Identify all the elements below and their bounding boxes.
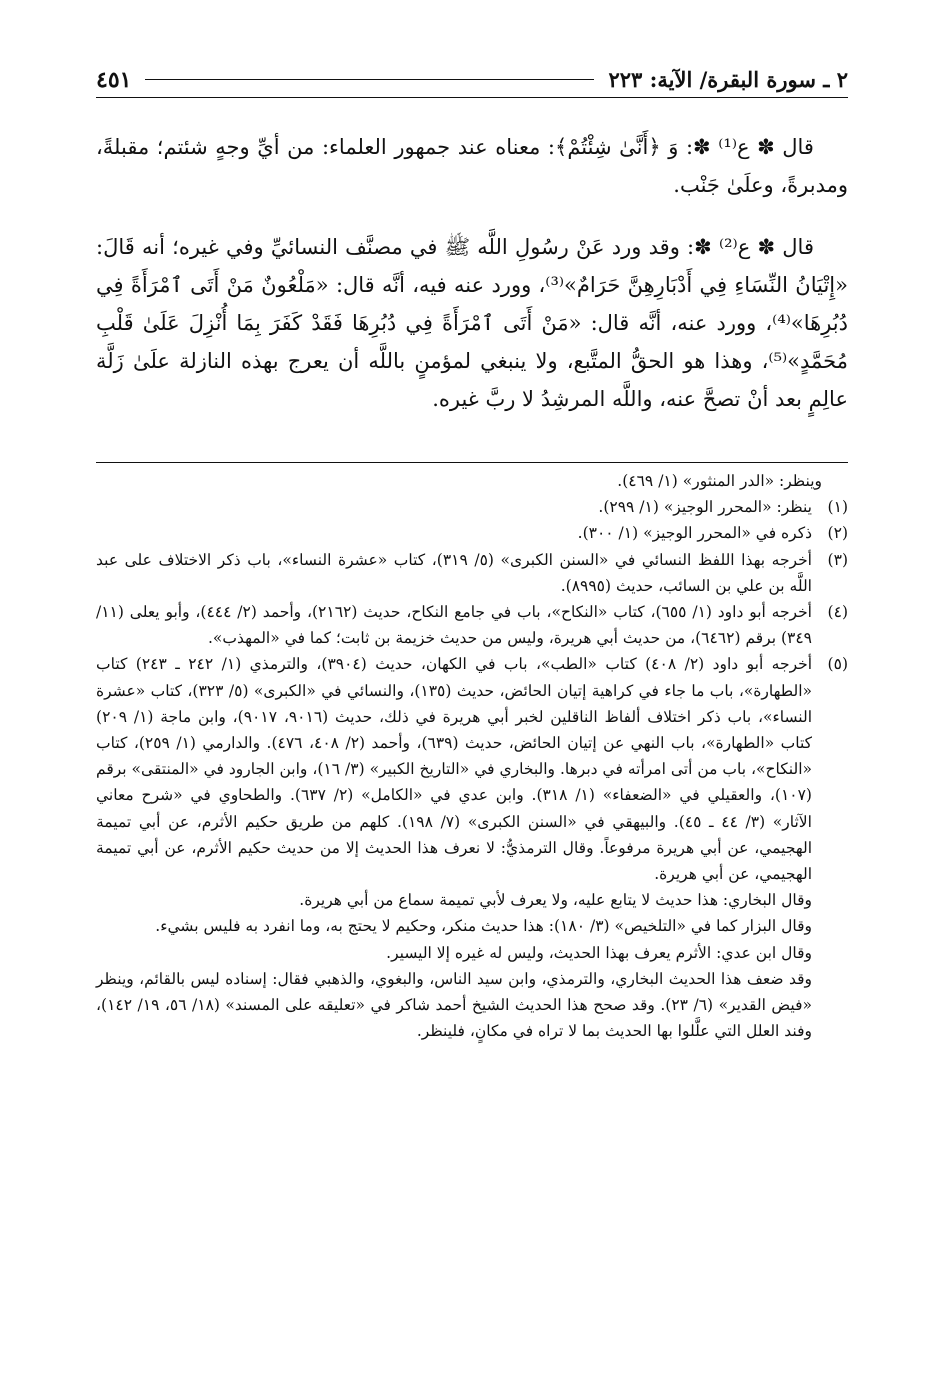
footnote-number: (٣) xyxy=(827,550,848,569)
see-also-note: وينظر: «الدر المنثور» (١/ ٤٦٩). xyxy=(617,472,822,490)
page-number: ٤٥١ xyxy=(96,66,132,93)
footnote xyxy=(96,547,848,599)
footnote-text: أخرجه أبو داود (٢/ ٤٠٨) كتاب «الطب»، باب في الكهان، حديث (٣٩٠٤)، والترمذي (١/ ٢٤٢ ـ ٢٤٣) كتاب «الطهارة»، باب ما جاء في كراهية إتيان الحائض، حديث (١٣٥)، والنسائي في «الكبرى» (٥/ ٣٢٣)، كتاب «عشرة النساء»، باب ذكر اختلاف ألفاظ الناقلين لخبر أبي هريرة في ذلك، حديث (٩٠١٦، ٩٠١٧)، وابن ماجة (١/ ٢٠٩) كتاب «الطهارة»، باب النهي عن إتيان الحائض، حديث (٦٣٩)، وأحمد (٢/ ٤٠٨، ٤٧٦). والدارمي (١/ ٢٥٩)، كتاب «النكاح»، باب من أتى امرأته في دبرها. والبخاري في «التاريخ الكبير» (٣/ ١٦)، وابن الجارود في «المنتقى» برقم (١٠٧)، والعقيلي في «الضعفاء» (١/ ٣١٨). وابن عدي في «الكامل» (٢/ ٦٣٧). والطحاوي في «شرح معاني الآثار» (٣/ ٤٤ ـ ٤٥). والبيهقي في «السنن الكبرى» (٧/ ١٩٨). كلهم من طريق حكيم الأثرم، عن أبي تميمة الهجيمي، عن أبي هريرة مرفوعاً. وقال الترمذيُّ: لا نعرف هذا الحديث إلا من حديث حكيم الأثرم، عن أبي تميمة الهجيمي، عن أبي هريرة. xyxy=(96,655,813,884)
commentary-paragraph: قال ✽ ع⁽²⁾ ✽: وقد ورد عَنْ رسُولِ اللَّه ﷺ في مصنَّف النسائيِّ وفي غيره؛ أنه قَالَ: «إِتْيَانُ النِّسَاءِ فِي أَدْبَارِهِنَّ حَرَامٌ»⁽³⁾، وورد عنه فيه، أنَّه قال: «مَلْعُونٌ مَنْ أَتَى ٱمْرَأَةً فِي دُبُرِهَا»⁽⁴⁾، وورد عنه، أنَّه قال: «مَنْ أَتَى ٱمْرَأَةً فِي دُبُرِهَا فَقَدْ كَفَرَ بِمَا أُنْزِلَ عَلَىٰ قَلْبِ مُحَمَّدٍ»⁽⁵⁾، وهذا هو الحقُّ المتَّبع، ولا ينبغي لمؤمنٍ باللَّه أن يعرج بهذه النازلة علَىٰ زَلَّة عالِمٍ بعد أنْ تصحَّ عنه، واللَّه المرشِدُ لا ربَّ غيره. xyxy=(96,235,848,411)
footnote-separator xyxy=(96,462,848,463)
footnote-number: (٤) xyxy=(827,603,848,622)
footnote-continuation: وقد ضعف هذا الحديث البخاري، والترمذي، وابن سيد الناس، والبغوي، والذهبي فقال: إسناده ليس بالقائم، وينظر «فيض القدير» (٦/ ٢٣). وقد صحح هذا الحديث الشيخ أحمد شاكر في «تعليقه على المسند» (١٨/ ٥٦، ١٩/ ١٤٢)، وفند العلل التي علَّلوا بها الحديث بما لا تراه في مكانٍ، فلينظر. xyxy=(96,969,812,1041)
footnote-text: أخرجه بهذا اللفظ النسائي في «السنن الكبرى» (٥/ ٣١٩)، كتاب «عشرة النساء»، باب ذكر الاختلاف على عبد اللَّه بن علي بن السائب، حديث (٨٩٩٥). xyxy=(96,550,812,595)
footnotes-section xyxy=(96,468,848,1044)
footnote xyxy=(96,651,848,887)
footnote xyxy=(96,520,848,546)
footnote-text: ذكره في «المحرر الوجيز» (١/ ٣٠٠). xyxy=(577,524,812,543)
footnote-continuation: وقال البخاري: هذا حديث لا يتابع عليه، ولا يعرف لأبي تميمة سماع من أبي هريرة. xyxy=(299,891,812,910)
main-text xyxy=(96,128,848,418)
footnote xyxy=(96,599,848,651)
footnote-text: أخرجه أبو داود (١/ ٦٥٥)، كتاب «النكاح»، باب في جامع النكاح، حديث (٢١٦٢)، وأحمد (٢/ ٤٤٤)، وأبو يعلى (١١/ ٣٤٩) برقم (٦٤٦٢)، من حديث أبي هريرة، وليس من حديث خزيمة بن ثابت؛ كما في «المهذب». xyxy=(96,603,812,648)
footnote-number: (٢) xyxy=(827,524,848,543)
footnote-continuation: وقال ابن عدي: الأثرم يعرف بهذا الحديث، وليس له غيره إلا اليسير. xyxy=(386,943,812,962)
footnote-continuation: وقال البزار كما في «التلخيص» (٣/ ١٨٠): هذا حديث منكر، وحكيم لا يحتج به، وما انفرد به فليس بشيء. xyxy=(155,917,812,936)
footnote xyxy=(96,494,848,520)
footnote-text: ينظر: «المحرر الوجيز» (١/ ٢٩٩). xyxy=(598,498,812,517)
surah-verse-heading: ٢ ـ سورة البقرة/ الآية: ٢٢٣ xyxy=(608,67,848,92)
running-header xyxy=(96,62,848,98)
header-rule xyxy=(145,79,594,80)
commentary-paragraph: قال ✽ ع⁽¹⁾ ✽: وَ ﴿أَنَّىٰ شِئْتُمْ﴾: معناه عند جمهور العلماء: من أيِّ وجهٍ شئتم؛ مقبلةً، ومدبرةً، وعلَىٰ جَنْب. xyxy=(96,135,848,197)
footnote-number: (٥) xyxy=(827,655,848,674)
footnote-number: (١) xyxy=(827,498,848,517)
